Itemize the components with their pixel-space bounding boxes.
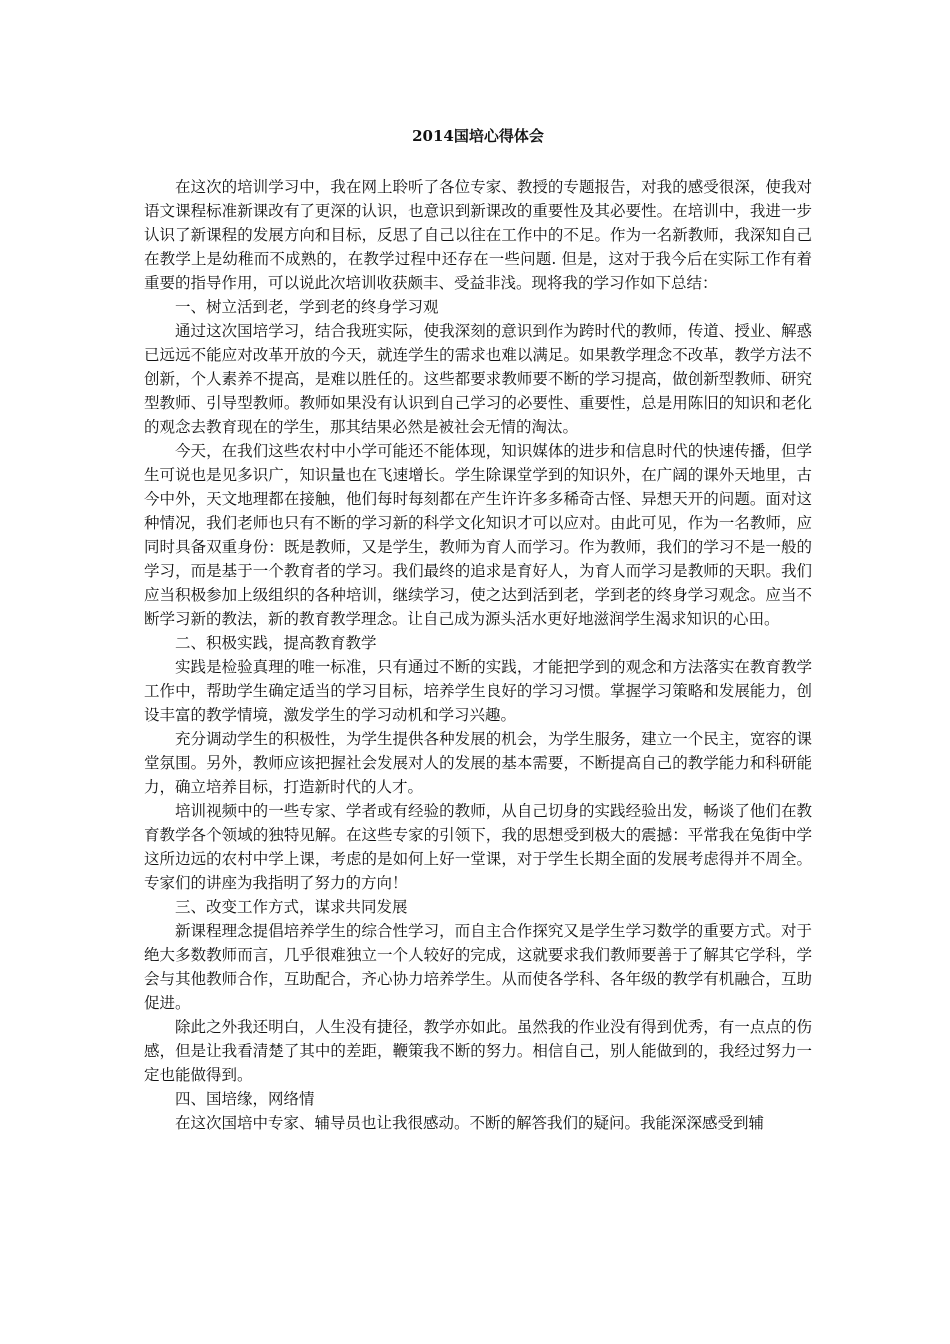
paragraph-4-1: 在这次国培中专家、辅导员也让我很感动。不断的解答我们的疑问。我能深深感受到辅	[175, 1114, 765, 1132]
paragraph-3-1: 新课程理念提倡培养学生的综合性学习，而自主合作探究又是学生学习数学的重要方式。对于绝大多数教师而言，几乎很难独立一个人较好的完成，这就要求我们教师要善于了解其它学科，学会与其他教师合作，互助配合，齐心协力培养学生。从而使各学科、各年级的教学有机融合，互助促进。	[144, 922, 812, 1012]
section-heading-2: 二、积极实践，提高教育教学	[175, 634, 377, 652]
paragraph-1-2: 今天，在我们这些农村中小学可能还不能体现，知识媒体的进步和信息时代的快速传播，但学生可说也是见多识广，知识量也在飞速增长。学生除课堂学到的知识外，在广阔的课外天地里，古今中外，天文地理都在接触，他们每时每刻都在产生许许多多稀奇古怪、异想天开的问题。面对这种情况，我们老师也只有不断的学习新的科学文化知识才可以应对。由此可见，作为一名教师，应同时具备双重身份：既是教师，又是学生，教师为育人而学习。作为教师，我们的学习不是一般的学习，而是基于一个教育者的学习。我们最终的追求是育好人，为育人而学习是教师的天职。我们应当积极参加上级组织的各种培训，继续学习，使之达到活到老，学到老的终身学习观念。应当不断学习新的教法，新的教育教学理念。让自己成为源头活水更好地滋润学生渴求知识的心田。	[144, 442, 812, 628]
paragraph-1-1: 通过这次国培学习，结合我班实际，使我深刻的意识到作为跨时代的教师，传道、授业、解惑已远远不能应对改革开放的今天，就连学生的需求也难以满足。如果教学理念不改革，教学方法不创新，个人素养不提高，是难以胜任的。这些都要求教师要不断的学习提高，做创新型教师、研究型教师、引导型教师。教师如果没有认识到自己学习的必要性、重要性，总是用陈旧的知识和老化的观念去教育现在的学生，那其结果必然是被社会无情的淘汰。	[144, 322, 812, 436]
document-body	[144, 175, 812, 1135]
paragraph-2-1: 实践是检验真理的唯一标准，只有通过不断的实践，才能把学到的观念和方法落实在教育教学工作中，帮助学生确定适当的学习目标，培养学生良好的学习习惯。掌握学习策略和发展能力，创设丰富的教学情境，激发学生的学习动机和学习兴趣。	[144, 658, 812, 724]
section-heading-4: 四、国培缘，网络情	[175, 1090, 315, 1108]
section-heading-3: 三、改变工作方式，谋求共同发展	[175, 898, 408, 916]
section-heading-1: 一、树立活到老，学到老的终身学习观	[175, 298, 439, 316]
paragraph-intro: 在这次的培训学习中，我在网上聆听了各位专家、教授的专题报告，对我的感受很深，使我对语文课程标准新课改有了更深的认识，也意识到新课改的重要性及其必要性。在培训中，我进一步认识了新课程的发展方向和目标，反思了自己以往在工作中的不足。作为一名新教师，我深知自己在教学上是幼稚而不成熟的，在教学过程中还存在一些问题. 但是，这对于我今后在实际工作有着重要的指导作用，可以说此次培训收获颇丰、受益非浅。现将我的学习作如下总结：	[144, 178, 812, 292]
document-title: 2014国培心得体会	[412, 127, 544, 145]
paragraph-2-2: 充分调动学生的积极性，为学生提供各种发展的机会，为学生服务，建立一个民主，宽容的课堂氛围。另外，教师应该把握社会发展对人的发展的基本需要，不断提高自己的教学能力和科研能力，确立培养目标，打造新时代的人才。	[144, 730, 812, 796]
paragraph-3-2: 除此之外我还明白，人生没有捷径，教学亦如此。虽然我的作业没有得到优秀，有一点点的伤感，但是让我看清楚了其中的差距，鞭策我不断的努力。相信自己，别人能做到的，我经过努力一定也能做得到。	[144, 1018, 812, 1084]
paragraph-2-3: 培训视频中的一些专家、学者或有经验的教师，从自己切身的实践经验出发，畅谈了他们在教育教学各个领域的独特见解。在这些专家的引领下，我的思想受到极大的震撼：平常我在兔街中学这所边远的农村中学上课，考虑的是如何上好一堂课，对于学生长期全面的发展考虑得并不周全。专家们的讲座为我指明了努力的方向！	[144, 802, 812, 892]
